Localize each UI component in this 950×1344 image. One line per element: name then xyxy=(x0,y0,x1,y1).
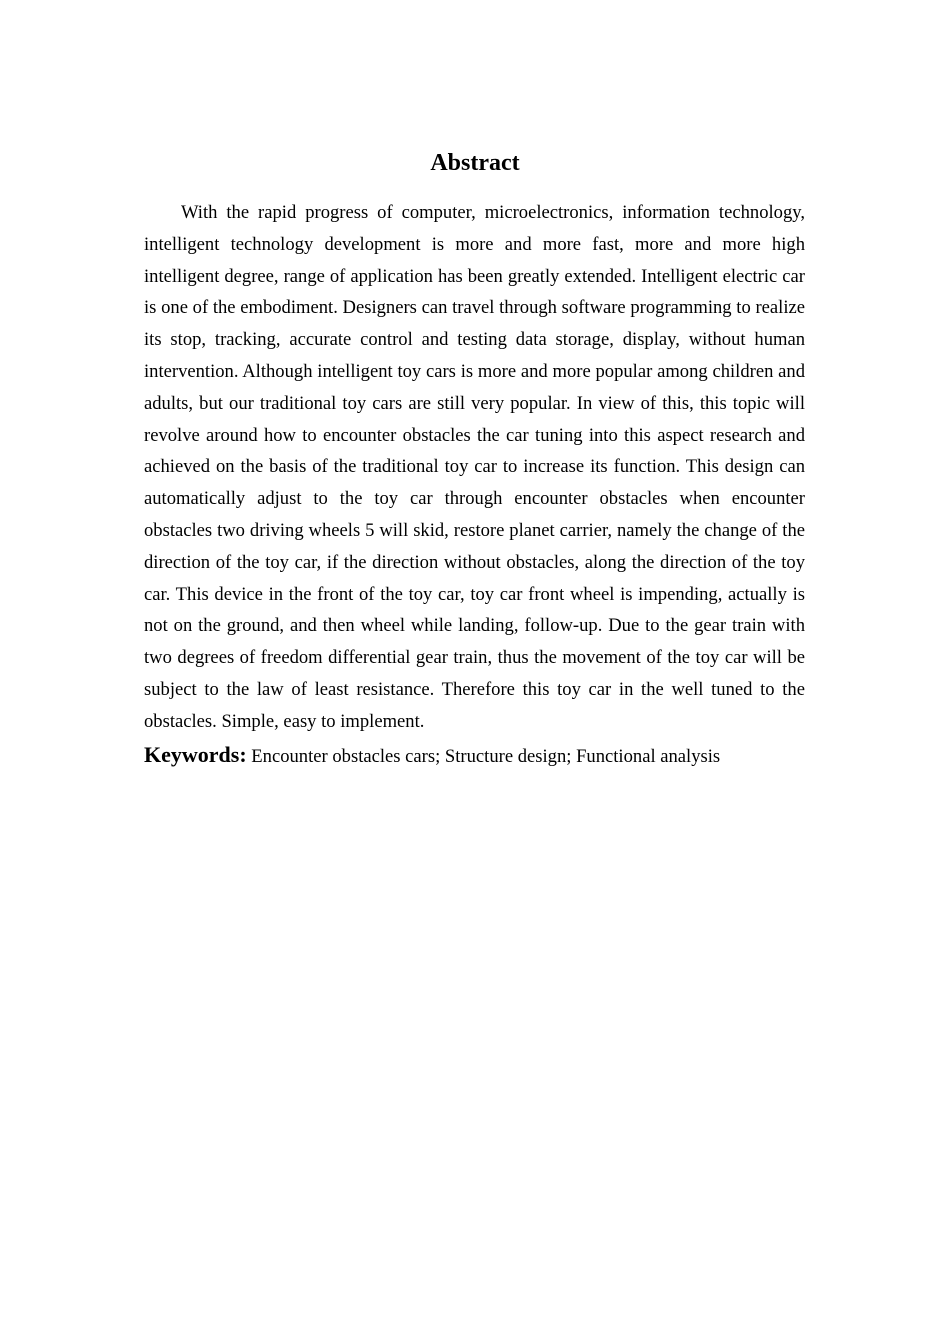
abstract-title: Abstract xyxy=(430,150,520,176)
keywords-line xyxy=(144,739,844,773)
abstract-body: With the rapid progress of computer, microelectronics, information technology, intelligent technology development is more and more fast, more and more high intelligent degree, range of application has been greatly extended. Intelligent electric car is one of the embodiment. Designers can travel through software programming to realize its stop, tracking, accurate control and testing data storage, display, without human intervention. Although intelligent toy cars is more and more popular among children and adults, but our traditional toy cars are still very popular. In view of this, this topic will revolve around how to encounter obstacles the car tuning into this aspect research and achieved on the basis of the traditional toy car to increase its function. This design can automatically adjust to the toy car through encounter obstacles when encounter obstacles two driving wheels 5 will skid, restore planet carrier, namely the change of the direction of the toy car, if the direction without obstacles, along the direction of the toy car. This device in the front of the toy car, toy car front wheel is impending, actually is not on the ground, and then wheel while landing, follow-up. Due to the gear train with two degrees of freedom differential gear train, thus the movement of the toy car will be subject to the law of least resistance. Therefore this toy car in the well tuned to the obstacles. Simple, easy to implement. xyxy=(144,202,805,732)
keywords-text: Encounter obstacles cars; Structure design; Functional analysis xyxy=(246,746,721,767)
keywords-label: Keywords: xyxy=(144,742,247,767)
